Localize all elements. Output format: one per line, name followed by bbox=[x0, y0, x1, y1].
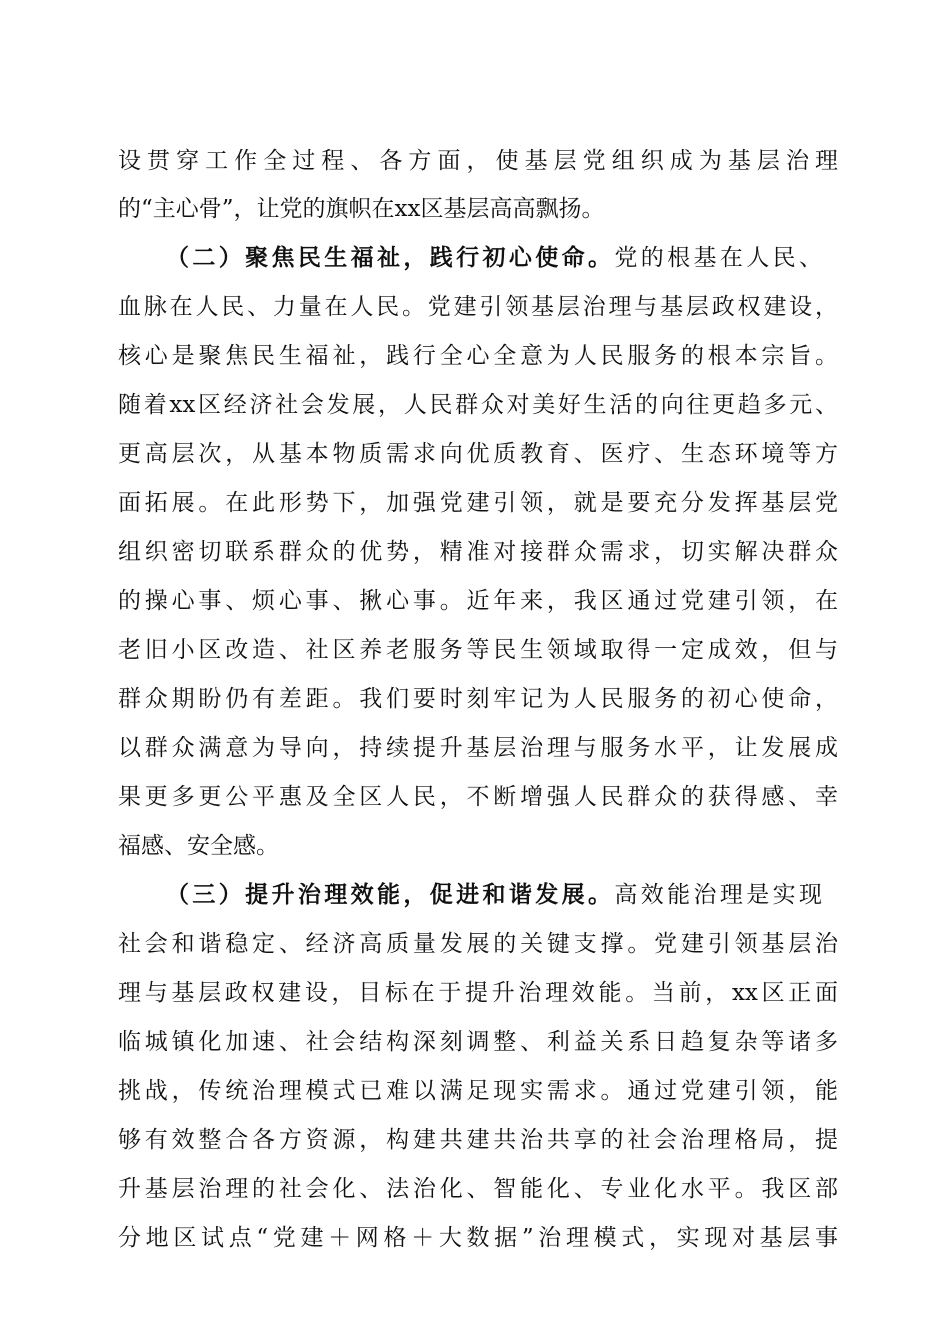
paragraph-3-line-5: 挑战，传统治理模式已难以满足现实需求。通过党建引领，能 bbox=[118, 1078, 838, 1104]
paragraph-3-line-7: 升基层治理的社会化、法治化、智能化、专业化水平。我区部 bbox=[118, 1176, 838, 1202]
paragraph-3-line-6: 够有效整合各方资源，构建共建共治共享的社会治理格局，提 bbox=[118, 1127, 838, 1153]
paragraph-1-line-2: 的“主心骨”，让党的旗帜在xx区基层高高飘扬。 bbox=[118, 196, 605, 222]
paragraph-1-line-1: 设贯穿工作全过程、各方面，使基层党组织成为基层治理 bbox=[118, 148, 838, 174]
paragraph-2-line-9: 老旧小区改造、社区养老服务等民生领域取得一定成效，但与 bbox=[118, 637, 838, 663]
paragraph-3-heading: （三）提升治理效能，促进和谐发展。 bbox=[166, 882, 615, 908]
paragraph-2-line-13: 福感、安全感。 bbox=[118, 833, 279, 859]
paragraph-2-first-line-text: 党的根基在人民、 bbox=[614, 245, 822, 271]
paragraph-2-line-4: 随着xx区经济社会发展，人民群众对美好生活的向往更趋多元、 bbox=[118, 392, 838, 418]
paragraph-2-line-2: 血脉在人民、力量在人民。党建引领基层治理与基层政权建设， bbox=[118, 294, 838, 320]
paragraph-2-line-8: 的操心事、烦心事、揪心事。近年来，我区通过党建引领，在 bbox=[118, 588, 838, 614]
paragraph-2-heading: （二）聚焦民生福祉，践行初心使命。 bbox=[166, 245, 615, 271]
paragraph-2-line-12: 果更多更公平惠及全区人民，不断增强人民群众的获得感、幸 bbox=[118, 784, 838, 810]
paragraph-2-line-10: 群众期盼仍有差距。我们要时刻牢记为人民服务的初心使命， bbox=[118, 686, 838, 712]
paragraph-2-line-6: 面拓展。在此形势下，加强党建引领，就是要充分发挥基层党 bbox=[118, 490, 838, 516]
paragraph-3-line-4: 临城镇化加速、社会结构深刻调整、利益关系日趋复杂等诸多 bbox=[118, 1029, 838, 1055]
paragraph-2-first-line bbox=[166, 236, 822, 280]
paragraph-2-line-3: 核心是聚焦民生福祉，践行全心全意为人民服务的根本宗旨。 bbox=[118, 343, 838, 369]
paragraph-3-line-8: 分地区试点“党建＋网格＋大数据”治理模式，实现对基层事 bbox=[118, 1225, 838, 1251]
paragraph-3-line-3: 理与基层政权建设，目标在于提升治理效能。当前，xx区正面 bbox=[118, 980, 838, 1006]
paragraph-3-line-2: 社会和谐稳定、经济高质量发展的关键支撑。党建引领基层治 bbox=[118, 931, 838, 957]
paragraph-3-first-line-text: 高效能治理是实现 bbox=[614, 882, 822, 908]
paragraph-3-first-line bbox=[166, 873, 822, 917]
paragraph-2-line-5: 更高层次，从基本物质需求向优质教育、医疗、生态环境等方 bbox=[118, 441, 838, 467]
paragraph-2-line-7: 组织密切联系群众的优势，精准对接群众需求，切实解决群众 bbox=[118, 539, 838, 565]
paragraph-2-line-11: 以群众满意为导向，持续提升基层治理与服务水平，让发展成 bbox=[118, 735, 838, 761]
